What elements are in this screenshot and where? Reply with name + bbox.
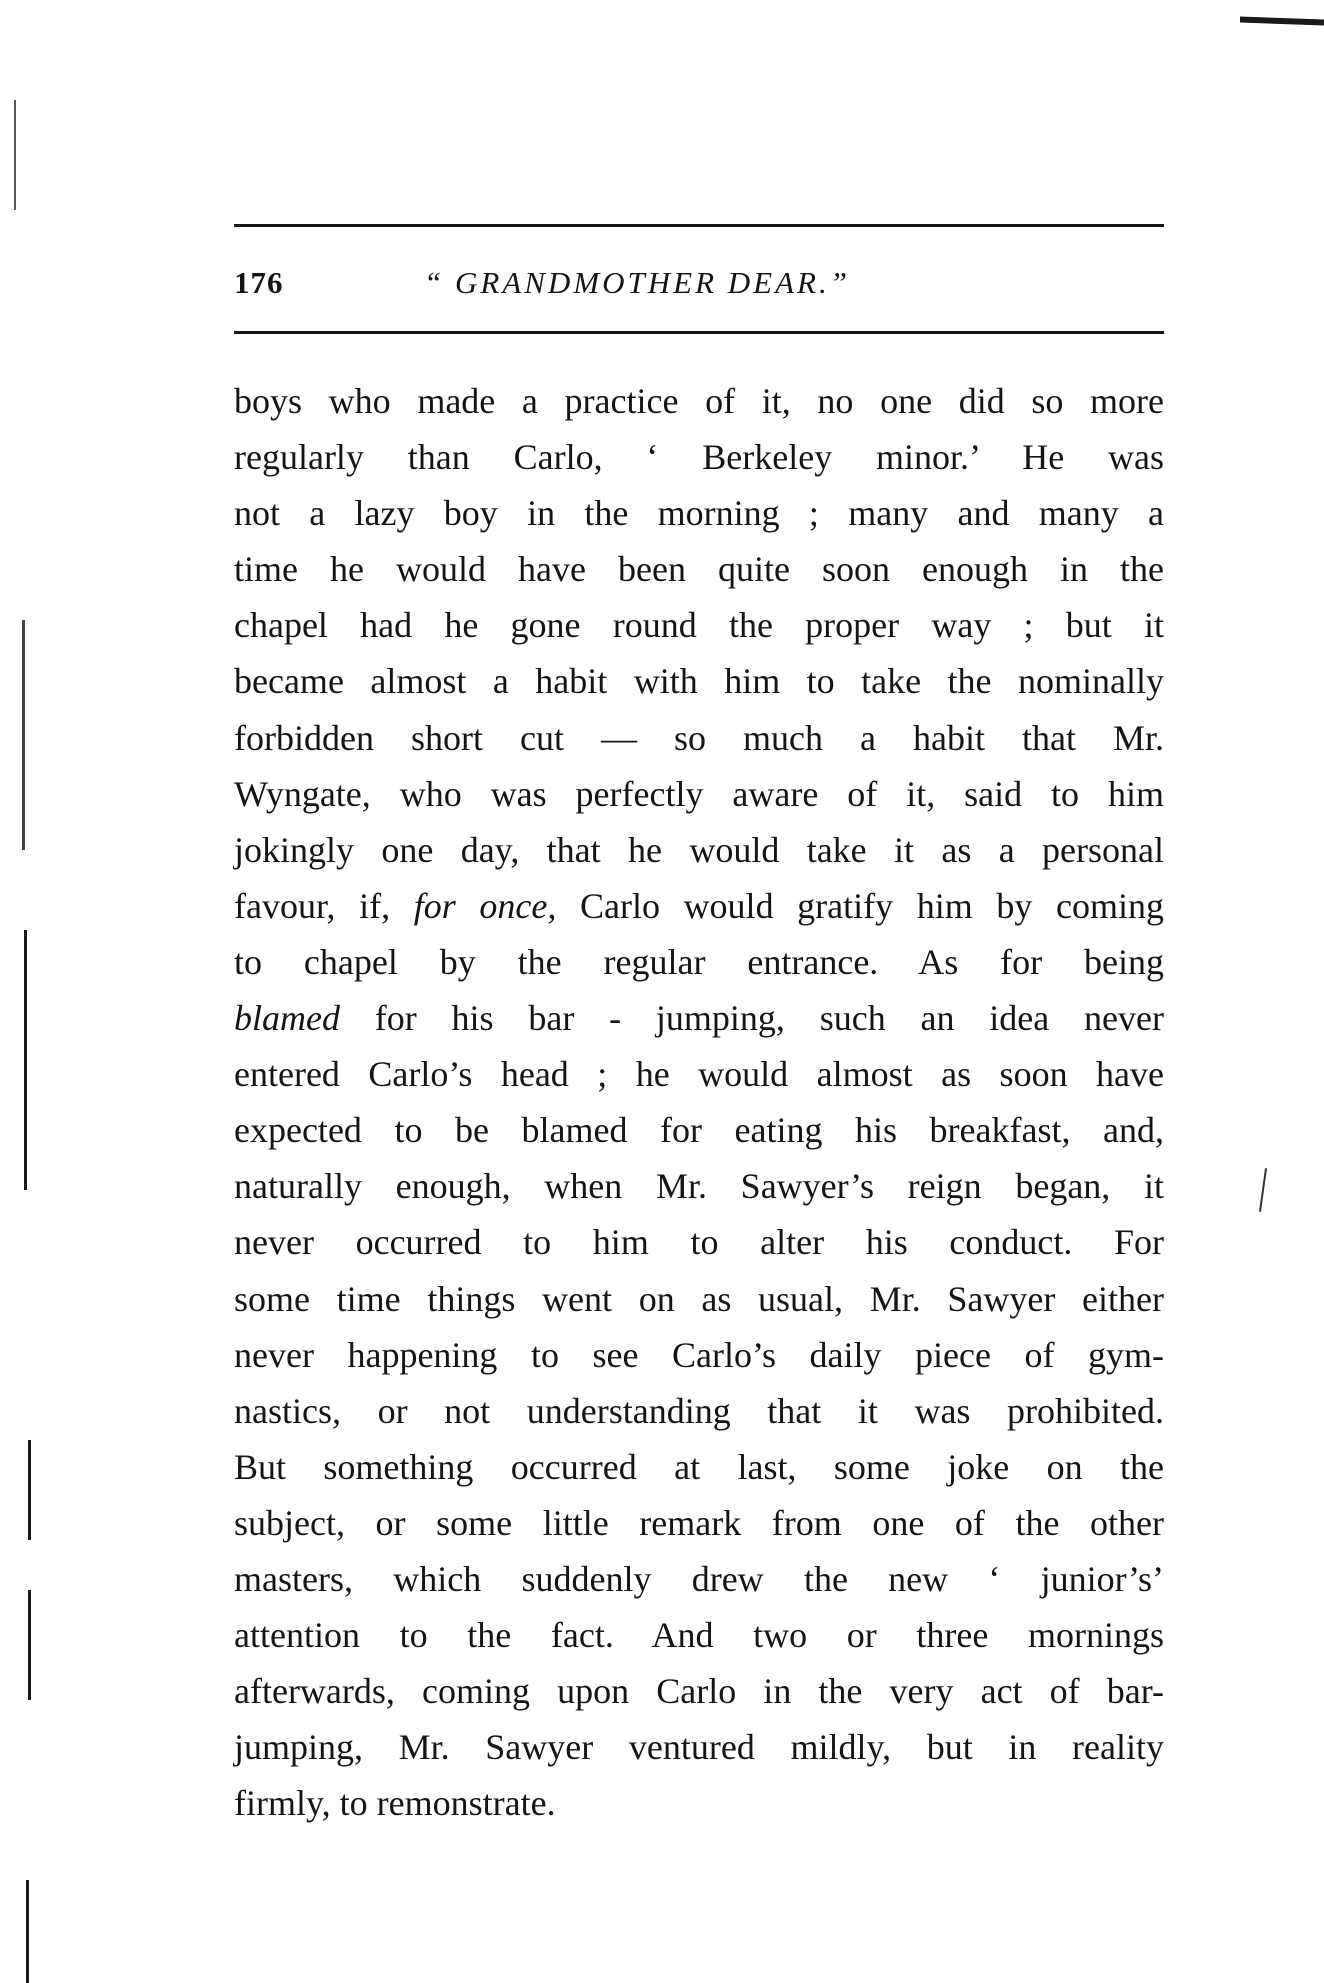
text-line: forbidden short cut — so much a habit that Mr. bbox=[234, 717, 1164, 758]
text-run: favour, if, bbox=[234, 885, 414, 926]
text-line: never occurred to him to alter his conduct. For bbox=[234, 1222, 1164, 1263]
text-line: not a lazy boy in the morning ; many and many a bbox=[234, 493, 1164, 534]
text-line: to chapel by the regular entrance. As for being bbox=[234, 941, 1164, 982]
text-run: for his bar - jumping, such an idea never bbox=[339, 998, 1164, 1039]
text-run: Carlo would gratify him by coming bbox=[556, 885, 1164, 926]
text-line: some time things went on as usual, Mr. Sawyer either bbox=[234, 1278, 1164, 1319]
text-line: entered Carlo’s head ; he would almost as soon have bbox=[234, 1054, 1164, 1095]
text-line bbox=[234, 878, 1164, 934]
text-line: subject, or some little remark from one of the other bbox=[234, 1502, 1164, 1543]
text-line: naturally enough, when Mr. Sawyer’s reign began, it bbox=[234, 1166, 1164, 1207]
scan-artifact-left-edge bbox=[26, 1880, 29, 1983]
text-line: nastics, or not understanding that it was prohibited. bbox=[234, 1390, 1164, 1431]
text-line: attention to the fact. And two or three mornings bbox=[234, 1615, 1164, 1656]
scan-artifact-left-edge bbox=[22, 620, 25, 850]
text-line: jokingly one day, that he would take it as a personal bbox=[234, 829, 1164, 870]
scan-artifact-left-edge bbox=[28, 1440, 31, 1540]
scan-artifact-right-mark bbox=[1259, 1168, 1267, 1212]
text-line: firmly, to remonstrate. bbox=[234, 1783, 556, 1824]
scan-artifact-left-edge bbox=[24, 930, 27, 1190]
scan-artifact-left-edge bbox=[28, 1590, 31, 1700]
text-line: masters, which suddenly drew the new ‘ junior’s’ bbox=[234, 1558, 1164, 1599]
scan-artifact-top-right bbox=[1240, 17, 1324, 26]
scan-artifact-left-edge bbox=[14, 100, 16, 210]
text-line: afterwards, coming upon Carlo in the very act of bar- bbox=[234, 1671, 1164, 1712]
text-line: chapel had he gone round the proper way ; but it bbox=[234, 605, 1164, 646]
emphasis-text: for once, bbox=[413, 885, 557, 926]
running-header bbox=[234, 258, 1164, 308]
text-line: never happening to see Carlo’s daily piece of gym- bbox=[234, 1334, 1164, 1375]
page-number: 176 bbox=[234, 265, 284, 300]
text-line: became almost a habit with him to take the nominally bbox=[234, 661, 1164, 702]
text-line: But something occurred at last, some joke on the bbox=[234, 1446, 1164, 1487]
text-line: boys who made a practice of it, no one did so more bbox=[234, 381, 1164, 421]
text-line: regularly than Carlo, ‘ Berkeley minor.’ He was bbox=[234, 437, 1164, 478]
text-line: expected to be blamed for eating his breakfast, and, bbox=[234, 1110, 1164, 1151]
text-line: jumping, Mr. Sawyer ventured mildly, but in reality bbox=[234, 1727, 1164, 1768]
header-rule-bottom bbox=[234, 331, 1164, 334]
text-line: time he would have been quite soon enough in the bbox=[234, 549, 1164, 590]
text-line: Wyngate, who was perfectly aware of it, said to him bbox=[234, 773, 1164, 814]
body-text bbox=[234, 373, 1164, 1831]
running-title: “ GRANDMOTHER DEAR.” bbox=[424, 265, 850, 300]
header-rule-top bbox=[234, 224, 1164, 227]
emphasis-text: blamed bbox=[234, 998, 340, 1039]
text-line bbox=[234, 990, 1164, 1046]
